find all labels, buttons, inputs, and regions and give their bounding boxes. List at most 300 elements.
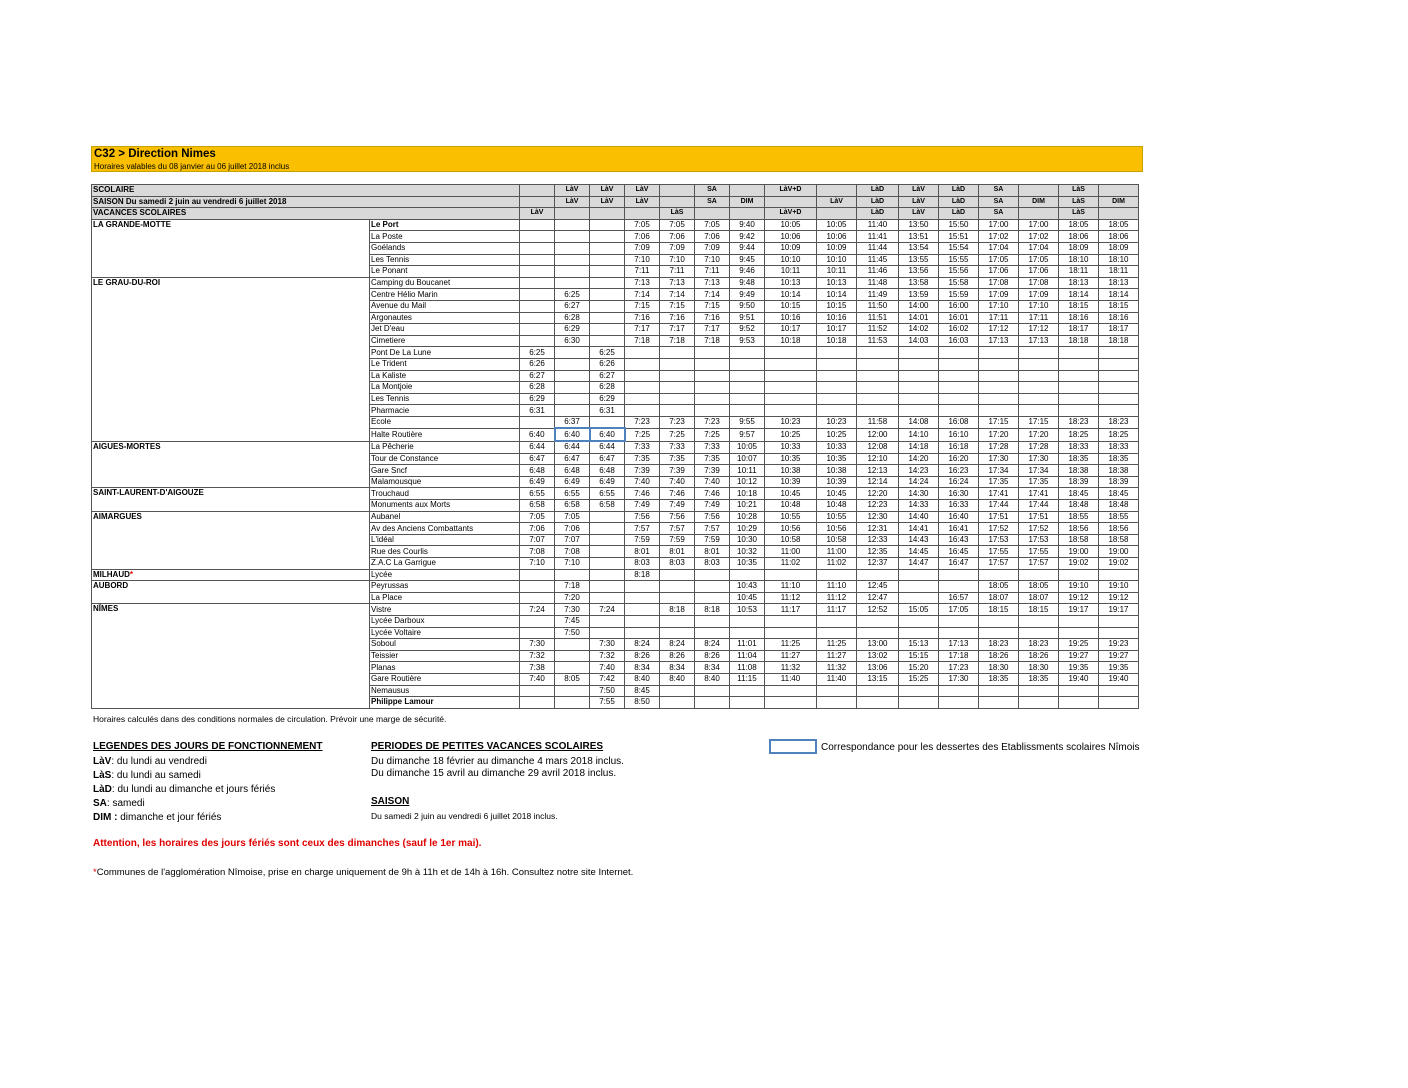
time-cell: 13:50 [899, 219, 939, 231]
time-cell: 9:42 [730, 231, 765, 243]
time-cell: 7:55 [590, 697, 625, 709]
time-cell: 8:24 [625, 639, 660, 651]
time-cell [590, 592, 625, 604]
time-cell [520, 219, 555, 231]
stop-name: Goélands [370, 242, 520, 254]
time-cell: 6:25 [520, 347, 555, 359]
time-cell [1019, 382, 1059, 394]
time-cell [979, 370, 1019, 382]
day-type-cell: LàV [899, 196, 939, 208]
time-cell: 7:10 [695, 254, 730, 266]
time-cell [520, 254, 555, 266]
time-cell [625, 405, 660, 417]
time-cell: 7:15 [660, 300, 695, 312]
time-cell: 18:14 [1059, 289, 1099, 301]
time-cell [660, 627, 695, 639]
time-cell [765, 569, 817, 581]
stop-name: La Pêcherie [370, 441, 520, 453]
time-cell: 16:33 [939, 500, 979, 512]
time-cell [857, 685, 899, 697]
time-cell: 8:26 [660, 650, 695, 662]
time-cell: 7:11 [660, 266, 695, 278]
time-cell: 17:30 [979, 453, 1019, 465]
time-cell: 17:05 [939, 604, 979, 616]
time-cell: 7:25 [660, 428, 695, 441]
legend-code: DIM : [93, 812, 118, 823]
time-cell: 14:33 [899, 500, 939, 512]
time-cell: 7:49 [625, 500, 660, 512]
stop-name: Le Trident [370, 358, 520, 370]
stop-row [92, 277, 1139, 289]
time-cell: 11:44 [857, 242, 899, 254]
time-cell: 18:17 [1059, 324, 1099, 336]
time-cell: 7:49 [660, 500, 695, 512]
time-cell [555, 370, 590, 382]
time-cell: 10:58 [765, 534, 817, 546]
time-cell [1099, 382, 1139, 394]
time-cell: 7:18 [695, 335, 730, 347]
time-cell: 17:02 [1019, 231, 1059, 243]
zone-name [92, 511, 370, 569]
time-cell: 14:10 [899, 428, 939, 441]
time-cell [520, 685, 555, 697]
time-cell [660, 393, 695, 405]
time-cell: 11:10 [817, 581, 857, 593]
time-cell: 11:41 [857, 231, 899, 243]
time-cell: 11:53 [857, 335, 899, 347]
time-cell [695, 592, 730, 604]
time-cell: 7:05 [555, 511, 590, 523]
time-cell [1019, 393, 1059, 405]
time-cell: 10:10 [765, 254, 817, 266]
day-type-cell [555, 208, 590, 220]
time-cell: 12:33 [857, 534, 899, 546]
period-2: Du dimanche 15 avril au dimanche 29 avril 2018 inclus. [371, 768, 617, 779]
time-cell: 7:40 [695, 476, 730, 488]
time-cell: 17:18 [939, 650, 979, 662]
time-cell: 10:30 [730, 534, 765, 546]
day-type-cell: LàV [555, 185, 590, 197]
time-cell: 17:15 [979, 416, 1019, 428]
time-cell [730, 405, 765, 417]
time-cell [899, 405, 939, 417]
category-row [92, 196, 1139, 208]
legend-code: LàD [93, 784, 112, 795]
time-cell [765, 347, 817, 359]
time-cell: 7:49 [695, 500, 730, 512]
time-cell [730, 685, 765, 697]
day-type-cell: SA [695, 196, 730, 208]
time-cell: 11:01 [730, 639, 765, 651]
time-cell [660, 592, 695, 604]
time-cell: 19:17 [1059, 604, 1099, 616]
time-cell: 6:25 [590, 347, 625, 359]
time-cell: 17:00 [1019, 219, 1059, 231]
time-cell: 10:23 [817, 416, 857, 428]
zone-label: NÎMES [93, 604, 119, 614]
time-cell: 8:24 [695, 639, 730, 651]
day-type-cell: LàV [590, 185, 625, 197]
stop-name: Cimetiere [370, 335, 520, 347]
time-cell: 8:18 [625, 569, 660, 581]
periods-title: PERIODES DE PETITES VACANCES SCOLAIRES [371, 741, 604, 752]
time-cell: 11:15 [730, 673, 765, 685]
time-cell: 7:13 [625, 277, 660, 289]
time-cell [939, 382, 979, 394]
time-cell [899, 382, 939, 394]
zone-name [92, 604, 370, 708]
time-cell: 18:56 [1099, 523, 1139, 535]
time-cell: 12:37 [857, 558, 899, 570]
time-cell: 11:00 [765, 546, 817, 558]
time-cell: 17:12 [979, 324, 1019, 336]
stop-name: Teissier [370, 650, 520, 662]
time-cell: 8:45 [625, 685, 660, 697]
time-cell: 17:15 [1019, 416, 1059, 428]
time-cell: 14:01 [899, 312, 939, 324]
day-type-cell [660, 185, 695, 197]
time-cell: 6:47 [520, 453, 555, 465]
time-cell [1099, 358, 1139, 370]
time-cell: 13:15 [857, 673, 899, 685]
time-cell: 14:30 [899, 488, 939, 500]
time-cell: 11:49 [857, 289, 899, 301]
time-cell [625, 393, 660, 405]
time-cell [899, 393, 939, 405]
time-cell [520, 277, 555, 289]
time-cell [817, 370, 857, 382]
stop-name: Centre Hélio Marin [370, 289, 520, 301]
time-cell: 17:34 [979, 465, 1019, 477]
time-cell [555, 382, 590, 394]
time-cell [730, 347, 765, 359]
time-cell: 17:52 [1019, 523, 1059, 535]
stop-name: Avenue du Mail [370, 300, 520, 312]
time-cell: 11:00 [817, 546, 857, 558]
time-cell [1059, 685, 1099, 697]
time-cell [899, 370, 939, 382]
time-cell: 10:43 [730, 581, 765, 593]
time-cell: 17:13 [1019, 335, 1059, 347]
time-cell [1059, 405, 1099, 417]
time-cell: 6:47 [555, 453, 590, 465]
time-cell: 18:25 [1059, 428, 1099, 441]
time-cell: 7:18 [660, 335, 695, 347]
time-cell: 15:58 [939, 277, 979, 289]
day-type-cell: LàD [857, 185, 899, 197]
time-cell [590, 416, 625, 428]
time-cell: 9:50 [730, 300, 765, 312]
time-cell: 10:12 [730, 476, 765, 488]
stop-name: Pont De La Lune [370, 347, 520, 359]
time-cell [765, 358, 817, 370]
time-cell [520, 569, 555, 581]
time-cell: 6:31 [590, 405, 625, 417]
time-cell: 9:49 [730, 289, 765, 301]
stop-row [92, 511, 1139, 523]
time-cell [939, 569, 979, 581]
time-cell: 7:23 [625, 416, 660, 428]
time-cell [520, 335, 555, 347]
time-cell: 6:27 [520, 370, 555, 382]
time-cell: 18:26 [1019, 650, 1059, 662]
time-cell: 15:54 [939, 242, 979, 254]
stop-name: Peyrussas [370, 581, 520, 593]
time-cell: 19:23 [1099, 639, 1139, 651]
time-cell [695, 382, 730, 394]
time-cell: 19:10 [1059, 581, 1099, 593]
time-cell: 7:17 [625, 324, 660, 336]
time-cell [899, 569, 939, 581]
time-cell: 10:55 [817, 511, 857, 523]
time-cell [765, 615, 817, 627]
time-cell: 10:18 [765, 335, 817, 347]
day-type-cell [520, 185, 555, 197]
time-cell [555, 393, 590, 405]
time-cell [590, 627, 625, 639]
day-type-cell: LàD [939, 208, 979, 220]
time-cell [555, 358, 590, 370]
time-cell: 7:57 [695, 523, 730, 535]
time-cell: 17:13 [979, 335, 1019, 347]
time-cell: 10:14 [817, 289, 857, 301]
time-cell: 16:01 [939, 312, 979, 324]
time-cell: 10:11 [817, 266, 857, 278]
time-cell: 17:05 [979, 254, 1019, 266]
time-cell: 7:06 [660, 231, 695, 243]
time-cell: 6:29 [590, 393, 625, 405]
zone-name [92, 277, 370, 441]
time-cell: 15:55 [939, 254, 979, 266]
time-cell: 10:10 [817, 254, 857, 266]
legend-item [93, 784, 275, 795]
day-type-cell [590, 208, 625, 220]
zone-label: SAINT-LAURENT-D'AIGOUZE [93, 488, 204, 498]
time-cell: 7:50 [555, 627, 590, 639]
time-cell: 7:15 [625, 300, 660, 312]
time-cell [695, 697, 730, 709]
zone-label: LE GRAU-DU-ROI [93, 277, 161, 287]
time-cell [590, 266, 625, 278]
time-cell: 8:34 [660, 662, 695, 674]
day-type-cell [1019, 185, 1059, 197]
time-cell: 17:51 [1019, 511, 1059, 523]
time-cell: 19:10 [1099, 581, 1139, 593]
time-cell: 10:09 [765, 242, 817, 254]
time-cell [979, 697, 1019, 709]
time-cell [695, 393, 730, 405]
time-cell [625, 382, 660, 394]
time-cell [817, 685, 857, 697]
time-cell: 6:40 [520, 428, 555, 441]
time-cell: 15:56 [939, 266, 979, 278]
time-cell: 19:02 [1059, 558, 1099, 570]
time-cell [899, 685, 939, 697]
zone-name [92, 569, 370, 581]
time-cell: 7:57 [660, 523, 695, 535]
time-cell: 11:50 [857, 300, 899, 312]
time-cell: 12:35 [857, 546, 899, 558]
time-cell: 7:33 [625, 441, 660, 453]
time-cell: 8:03 [695, 558, 730, 570]
time-cell [857, 615, 899, 627]
time-cell: 7:30 [520, 639, 555, 651]
time-cell: 7:33 [660, 441, 695, 453]
time-cell: 18:23 [979, 639, 1019, 651]
time-cell: 11:17 [765, 604, 817, 616]
time-cell: 7:10 [660, 254, 695, 266]
time-cell [1099, 685, 1139, 697]
time-cell: 7:13 [660, 277, 695, 289]
day-type-cell: LàV [520, 208, 555, 220]
time-cell: 18:48 [1059, 500, 1099, 512]
time-cell [1019, 627, 1059, 639]
stop-name: Argonautes [370, 312, 520, 324]
time-cell [899, 592, 939, 604]
time-cell: 10:17 [765, 324, 817, 336]
time-cell: 7:30 [555, 604, 590, 616]
time-cell [695, 370, 730, 382]
time-cell [520, 627, 555, 639]
time-cell: 10:38 [765, 465, 817, 477]
time-cell: 7:14 [695, 289, 730, 301]
time-cell: 10:38 [817, 465, 857, 477]
time-cell: 16:45 [939, 546, 979, 558]
time-cell [899, 615, 939, 627]
day-type-cell: LàV [817, 196, 857, 208]
time-cell: 9:46 [730, 266, 765, 278]
time-cell [520, 697, 555, 709]
time-cell: 6:58 [520, 500, 555, 512]
stop-name: Le Port [370, 219, 520, 231]
stop-name: Vistre [370, 604, 520, 616]
time-cell: 10:07 [730, 453, 765, 465]
time-cell [899, 627, 939, 639]
time-cell: 14:20 [899, 453, 939, 465]
time-cell: 7:50 [590, 685, 625, 697]
time-cell: 9:53 [730, 335, 765, 347]
time-cell [939, 627, 979, 639]
category-label: VACANCES SCOLAIRES [92, 208, 520, 220]
time-cell: 16:03 [939, 335, 979, 347]
time-cell: 11:58 [857, 416, 899, 428]
time-cell: 15:59 [939, 289, 979, 301]
stop-name: La Poste [370, 231, 520, 243]
holiday-warning: Attention, les horaires des jours fériés sont ceux des dimanches (sauf le 1er mai). [93, 838, 482, 849]
time-cell: 7:32 [590, 650, 625, 662]
time-cell: 18:18 [1099, 335, 1139, 347]
time-cell: 17:44 [979, 500, 1019, 512]
time-cell: 10:58 [817, 534, 857, 546]
time-cell [1059, 358, 1099, 370]
time-cell: 10:15 [817, 300, 857, 312]
time-cell: 19:27 [1099, 650, 1139, 662]
time-cell [1019, 697, 1059, 709]
time-cell: 13:54 [899, 242, 939, 254]
time-cell [765, 627, 817, 639]
time-cell [590, 242, 625, 254]
time-cell: 13:02 [857, 650, 899, 662]
time-cell: 14:03 [899, 335, 939, 347]
day-type-cell [1099, 208, 1139, 220]
time-cell: 17:28 [979, 441, 1019, 453]
time-cell: 7:24 [520, 604, 555, 616]
time-cell [625, 604, 660, 616]
time-cell: 8:03 [625, 558, 660, 570]
time-cell: 6:31 [520, 405, 555, 417]
time-cell: 11:08 [730, 662, 765, 674]
time-cell: 17:02 [979, 231, 1019, 243]
time-cell [625, 370, 660, 382]
time-cell: 10:23 [765, 416, 817, 428]
time-cell [899, 347, 939, 359]
time-cell: 15:20 [899, 662, 939, 674]
time-cell: 10:48 [765, 500, 817, 512]
day-type-cell: SA [979, 208, 1019, 220]
time-cell [660, 382, 695, 394]
day-type-cell [817, 208, 857, 220]
time-cell: 6:55 [555, 488, 590, 500]
time-cell: 6:40 [555, 428, 590, 441]
time-cell: 11:32 [765, 662, 817, 674]
time-cell: 6:47 [590, 453, 625, 465]
time-cell: 17:35 [979, 476, 1019, 488]
time-cell [979, 405, 1019, 417]
time-cell: 18:39 [1099, 476, 1139, 488]
stop-name: Malamousque [370, 476, 520, 488]
time-cell: 16:47 [939, 558, 979, 570]
stop-name: La Montjoie [370, 382, 520, 394]
time-cell: 18:15 [1059, 300, 1099, 312]
time-cell [555, 685, 590, 697]
time-cell: 6:55 [520, 488, 555, 500]
time-cell: 11:04 [730, 650, 765, 662]
time-cell: 14:41 [899, 523, 939, 535]
time-cell [695, 569, 730, 581]
time-cell: 6:26 [590, 358, 625, 370]
time-cell: 7:57 [625, 523, 660, 535]
time-cell: 7:17 [660, 324, 695, 336]
time-cell [520, 324, 555, 336]
time-cell: 18:35 [1019, 673, 1059, 685]
legend-item [93, 756, 207, 767]
time-cell [765, 370, 817, 382]
time-cell: 13:51 [899, 231, 939, 243]
time-cell [520, 581, 555, 593]
time-cell: 7:06 [520, 523, 555, 535]
time-cell: 7:18 [555, 581, 590, 593]
time-cell [695, 685, 730, 697]
time-cell [555, 242, 590, 254]
time-cell: 11:02 [817, 558, 857, 570]
time-cell: 19:25 [1059, 639, 1099, 651]
day-type-cell: DIM [730, 196, 765, 208]
time-cell: 17:23 [939, 662, 979, 674]
time-cell: 7:25 [625, 428, 660, 441]
legend-item [93, 770, 201, 781]
time-cell [660, 370, 695, 382]
time-cell [590, 277, 625, 289]
time-cell: 16:10 [939, 428, 979, 441]
time-cell: 17:34 [1019, 465, 1059, 477]
time-cell: 16:57 [939, 592, 979, 604]
time-cell: 10:33 [817, 441, 857, 453]
time-cell: 15:05 [899, 604, 939, 616]
stop-name: L'idéal [370, 534, 520, 546]
time-cell [520, 289, 555, 301]
time-cell [939, 405, 979, 417]
time-cell: 7:08 [520, 546, 555, 558]
